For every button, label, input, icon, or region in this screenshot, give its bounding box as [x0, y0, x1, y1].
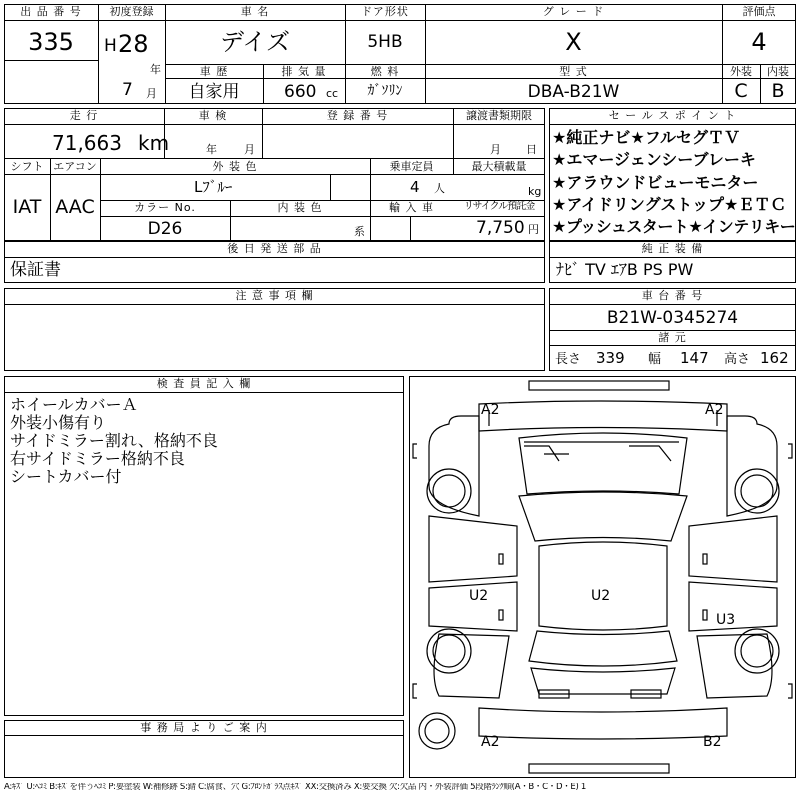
capacity-label: 乗車定員 — [389, 160, 434, 173]
mileage-unit: km — [138, 131, 170, 155]
exterior-label: 外装 — [730, 65, 752, 78]
diagram-mark: A2 — [481, 734, 500, 750]
car-name-label: 車 名 — [240, 5, 270, 18]
era: H — [104, 36, 117, 56]
car-diagram — [409, 376, 796, 778]
lot-no: 335 — [28, 28, 74, 56]
interior-color-label: 内 装 色 — [277, 201, 323, 214]
height: 162 — [760, 349, 789, 367]
displacement-label: 排 気 量 — [281, 65, 327, 78]
displacement: 660 — [284, 82, 317, 102]
reg-year: 28 — [118, 30, 149, 58]
inspector-remark: シートカバー付 — [10, 467, 122, 486]
capacity: 4 — [410, 178, 420, 196]
width: 147 — [680, 349, 709, 367]
ac: AAC — [55, 196, 95, 218]
sales-point-item: ★エマージェンシーブレーキ — [552, 150, 756, 169]
dims-label: 諸 元 — [658, 331, 687, 344]
recycle: 7,750 — [476, 218, 525, 238]
equipment-label: 純 正 装 備 — [641, 242, 704, 255]
inspector-remark: 外装小傷有り — [10, 413, 107, 432]
door-label: ドア形状 — [361, 5, 409, 18]
shift: IAT — [12, 196, 42, 218]
length: 339 — [596, 349, 625, 367]
model-label: 型 式 — [559, 65, 588, 78]
fuel-label: 燃 料 — [370, 65, 400, 78]
color-no-label: カラー No. — [134, 201, 196, 214]
diagram-mark: A2 — [481, 402, 500, 418]
inspection-label: 車 検 — [198, 109, 228, 122]
transfer-label: 譲渡書類期限 — [466, 109, 532, 122]
diagram-mark: U2 — [591, 588, 611, 604]
shift-label: シフト — [10, 160, 44, 173]
inspection-year-unit: 年 — [206, 143, 217, 156]
month-unit: 月 — [146, 87, 157, 100]
door: 5HB — [367, 32, 403, 52]
score-label: 評価点 — [742, 5, 776, 18]
sales-point-item: ★プッシュスタート★インテリキー — [552, 217, 796, 236]
width-label: 幅 — [648, 352, 662, 367]
fuel: ｶﾞｿﾘﾝ — [367, 83, 403, 99]
interior-grade: B — [771, 80, 785, 102]
ac-label: エアコン — [53, 160, 97, 173]
notes-label: 注 意 事 項 欄 — [235, 289, 314, 302]
length-label: 長さ — [555, 352, 582, 367]
lot-no-label: 出 品 番 号 — [20, 5, 82, 18]
diagram-mark: U3 — [716, 612, 736, 628]
year-unit: 年 — [150, 63, 161, 76]
later-items-label: 後 日 発 送 部 品 — [227, 242, 322, 255]
import-label: 輸 入 車 — [389, 201, 434, 214]
recycle-label: リサイクル預託金 — [463, 201, 535, 212]
grade: X — [565, 28, 582, 56]
inspector-label: 検 査 員 記 入 欄 — [156, 377, 252, 390]
interior-label: 内装 — [767, 65, 789, 78]
inspector-remark: サイドミラー割れ、格納不良 — [10, 431, 218, 450]
history: 自家用 — [188, 82, 240, 102]
exterior-grade: C — [734, 80, 748, 102]
transfer-month-unit: 月 — [490, 143, 501, 156]
inspection-month-unit: 月 — [244, 143, 255, 156]
inspector-remark: ホイールカバーＡ — [10, 395, 138, 414]
diagram-mark: U2 — [469, 588, 489, 604]
inspector-remark: 右サイドミラー格納不良 — [10, 449, 185, 468]
sales-point-item: ★アイドリングストップ★ＥＴＣ — [552, 195, 787, 214]
legend: A:ｷｽﾞ U:ﾍｺﾐ B:ｷｽﾞを伴うﾍｺﾐ P:要塗装 W:補修跡 S:錆 C:腐食、穴 G:ﾌﾛﾝﾄｶﾞﾗｽ点ｷｽﾞ XX:交換済み X:要交換 欠:欠品 内・外装評価 5段階ﾗﾝｸ順(A・B・C・D・E) 1 — [4, 783, 587, 792]
reg-no-label: 登 録 番 号 — [326, 109, 389, 122]
chassis-no: B21W-0345274 — [606, 308, 739, 328]
sales-point-item: ★アラウンドビューモニター — [552, 173, 759, 192]
mileage-label: 走 行 — [69, 109, 99, 122]
color: Lﾌﾞﾙｰ — [194, 178, 233, 196]
load-unit: kg — [528, 185, 542, 198]
diagram-mark: A2 — [705, 402, 724, 418]
first-reg-label: 初度登録 — [109, 5, 154, 18]
office-label: 事 務 局 よ り ご 案 内 — [140, 721, 268, 734]
displacement-unit: cc — [326, 87, 339, 100]
equipment-value: ﾅﾋﾞ TV ｴｱB PS PW — [556, 260, 694, 279]
transfer-day-unit: 日 — [526, 143, 537, 156]
sales-points-label: セ ー ル ス ポ イ ン ト — [608, 109, 737, 122]
recycle-unit: 円 — [528, 223, 539, 236]
later-items-value: 保証書 — [10, 260, 61, 280]
mileage: 71,663 — [52, 131, 122, 155]
car-name: デイズ — [219, 28, 291, 56]
score: 4 — [751, 28, 767, 56]
history-label: 車 歴 — [199, 65, 229, 78]
sales-point-item: ★純正ナビ★フルセグＴＶ — [552, 128, 741, 147]
chassis-label: 車 台 番 号 — [641, 289, 704, 302]
load-label: 最大積載量 — [471, 160, 527, 173]
capacity-unit: 人 — [434, 182, 445, 195]
model: DBA-B21W — [527, 82, 620, 102]
height-label: 高さ — [724, 352, 751, 367]
interior-color-unit: 系 — [354, 225, 365, 238]
color-label: 外 装 色 — [212, 160, 258, 173]
color-no: D26 — [147, 219, 183, 239]
diagram-mark: B2 — [703, 734, 722, 750]
reg-month: 7 — [122, 80, 133, 100]
grade-label: グ レ ー ド — [542, 5, 605, 18]
